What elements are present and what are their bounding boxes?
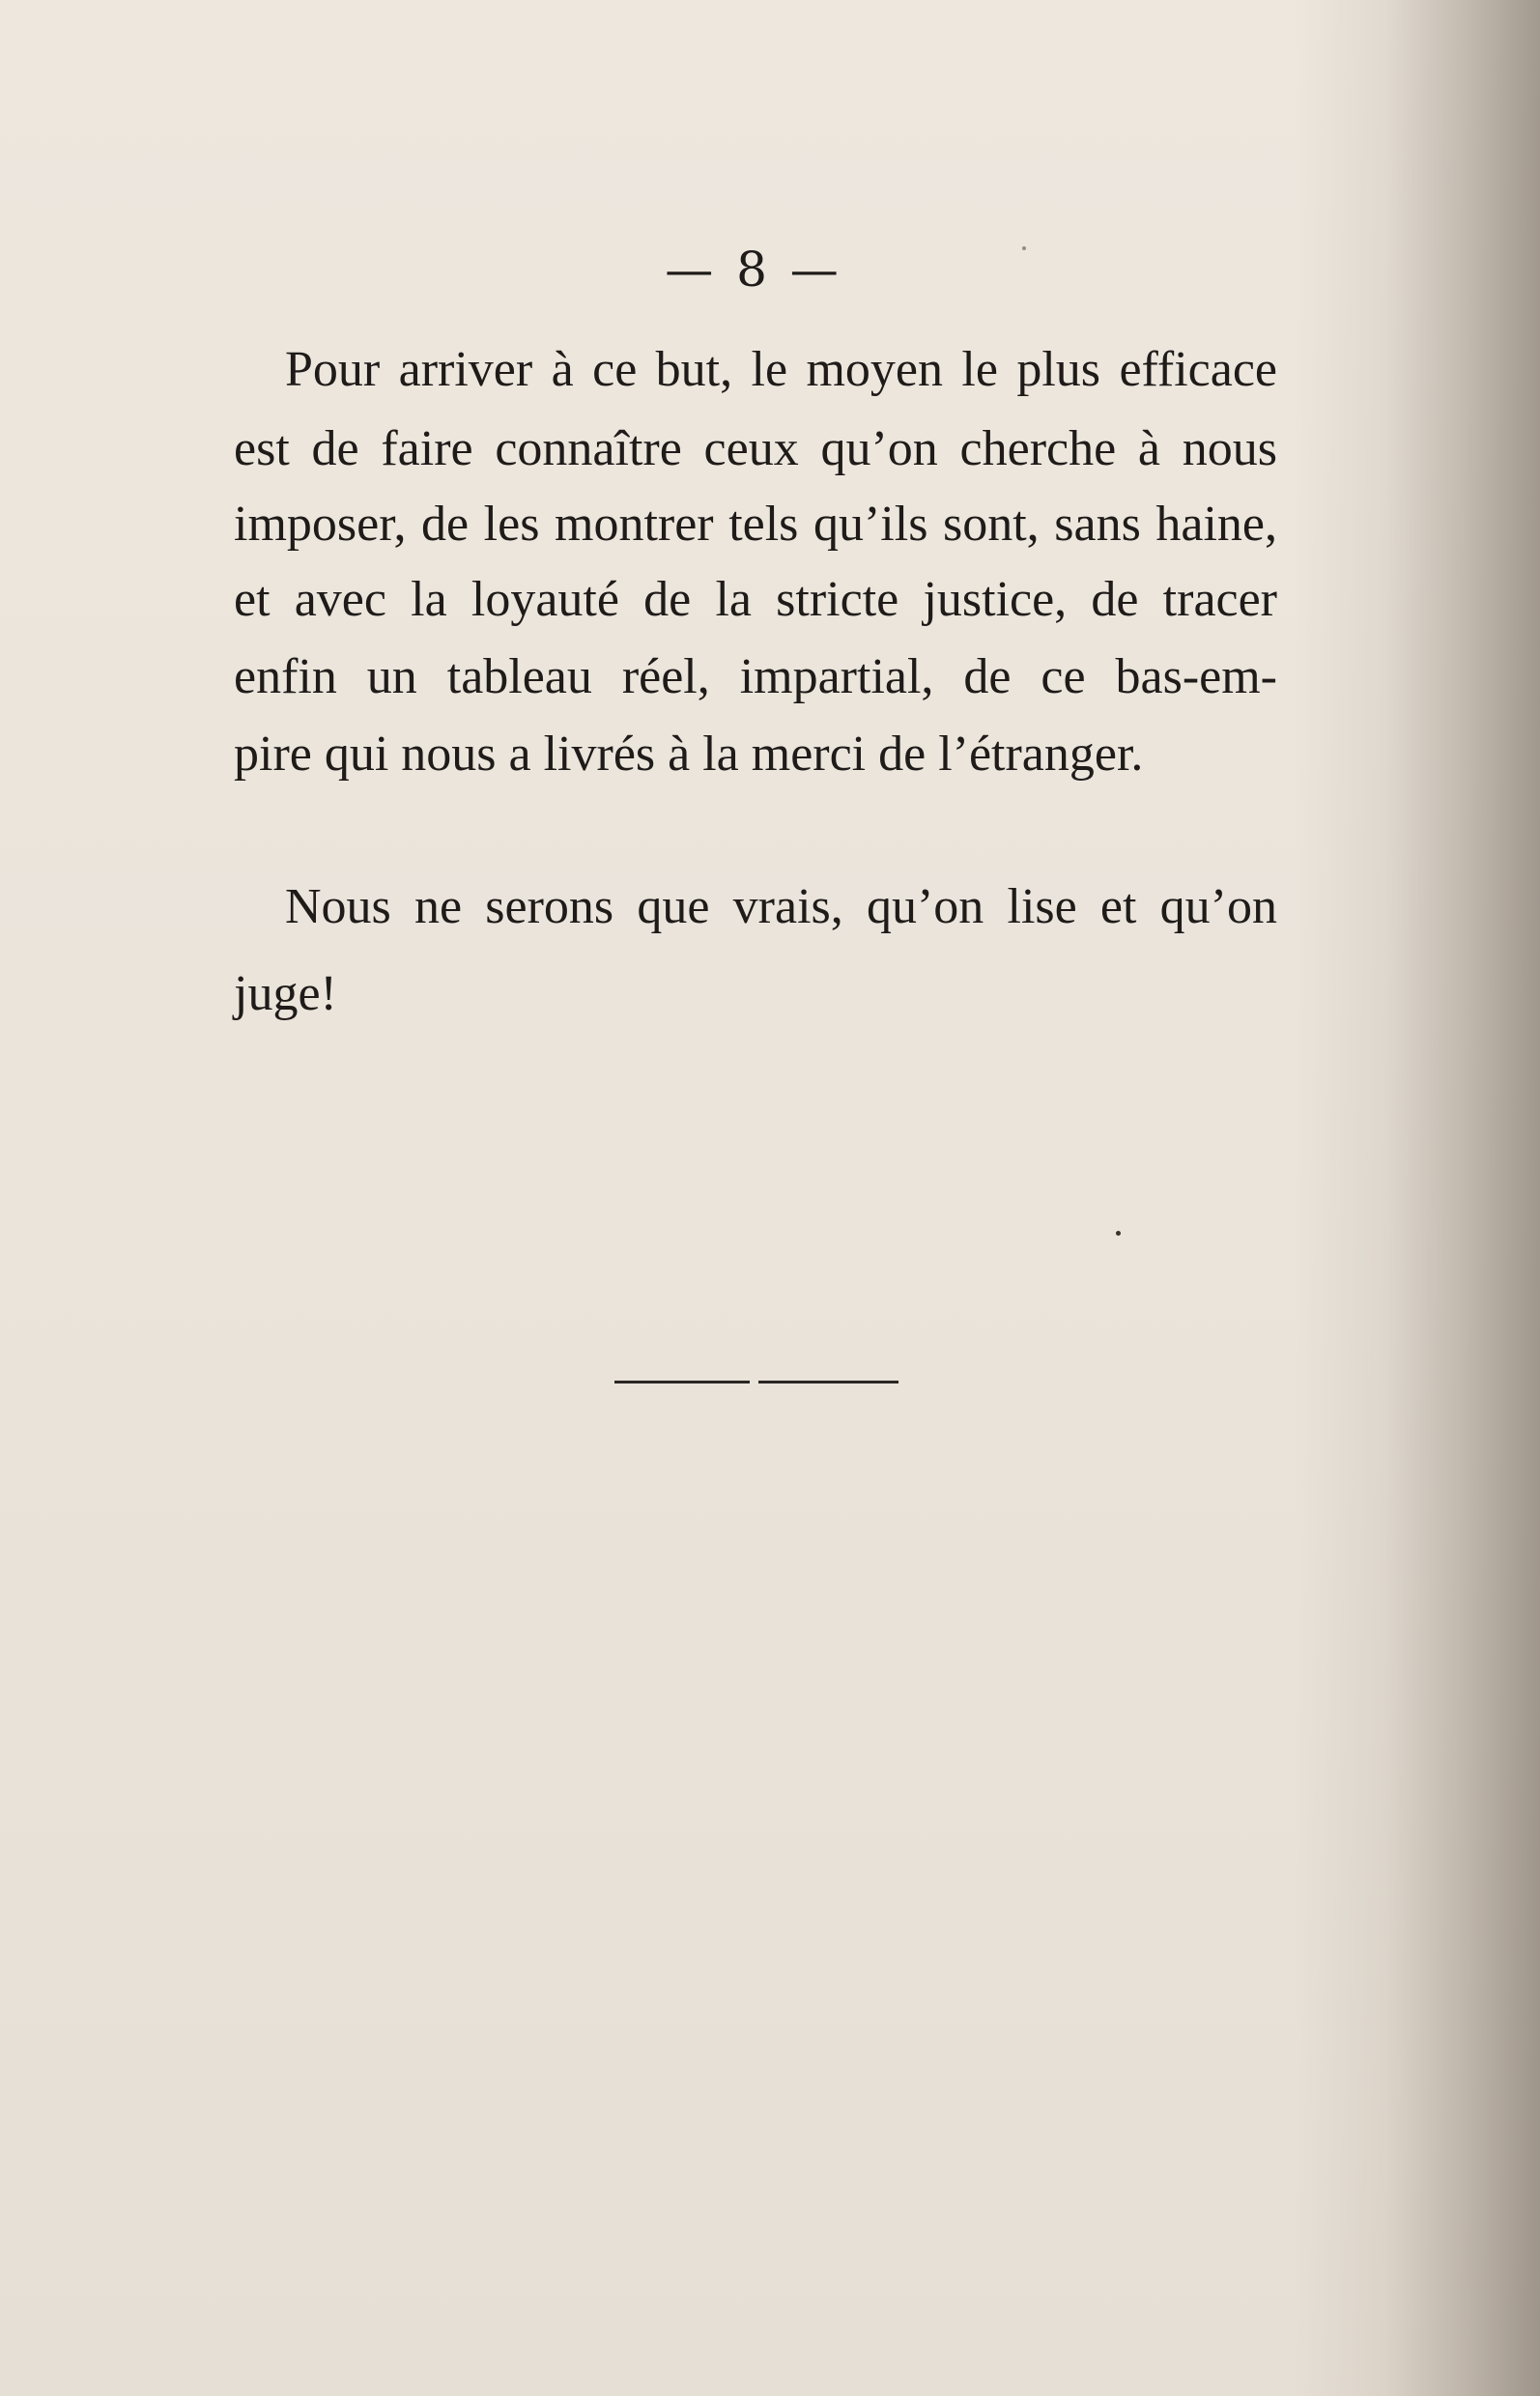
end-rule-left bbox=[614, 1381, 750, 1383]
paragraph-line: enfin un tableau réel, impartial, de ce bas-em- bbox=[234, 649, 1277, 704]
paragraph-line: juge! bbox=[234, 966, 337, 1021]
paragraph-line: imposer, de les montrer tels qu’ils sont, sans haine, bbox=[234, 497, 1277, 552]
ink-speck bbox=[1022, 246, 1026, 250]
paragraph-line: pire qui nous a livrés à la merci de l’étranger. bbox=[234, 727, 1144, 782]
end-rule-right bbox=[758, 1381, 898, 1383]
paragraph-line: Nous ne serons que vrais, qu’on lise et qu’on bbox=[285, 879, 1277, 934]
ink-speck bbox=[1116, 1231, 1121, 1236]
paragraph-line: et avec la loyauté de la stricte justice, de tracer bbox=[234, 572, 1277, 627]
page-number: — 8 — bbox=[665, 242, 842, 298]
paragraph-line: Pour arriver à ce but, le moyen le plus efficace bbox=[285, 342, 1277, 397]
paragraph-line: est de faire connaître ceux qu’on cherche à nous bbox=[234, 421, 1277, 476]
